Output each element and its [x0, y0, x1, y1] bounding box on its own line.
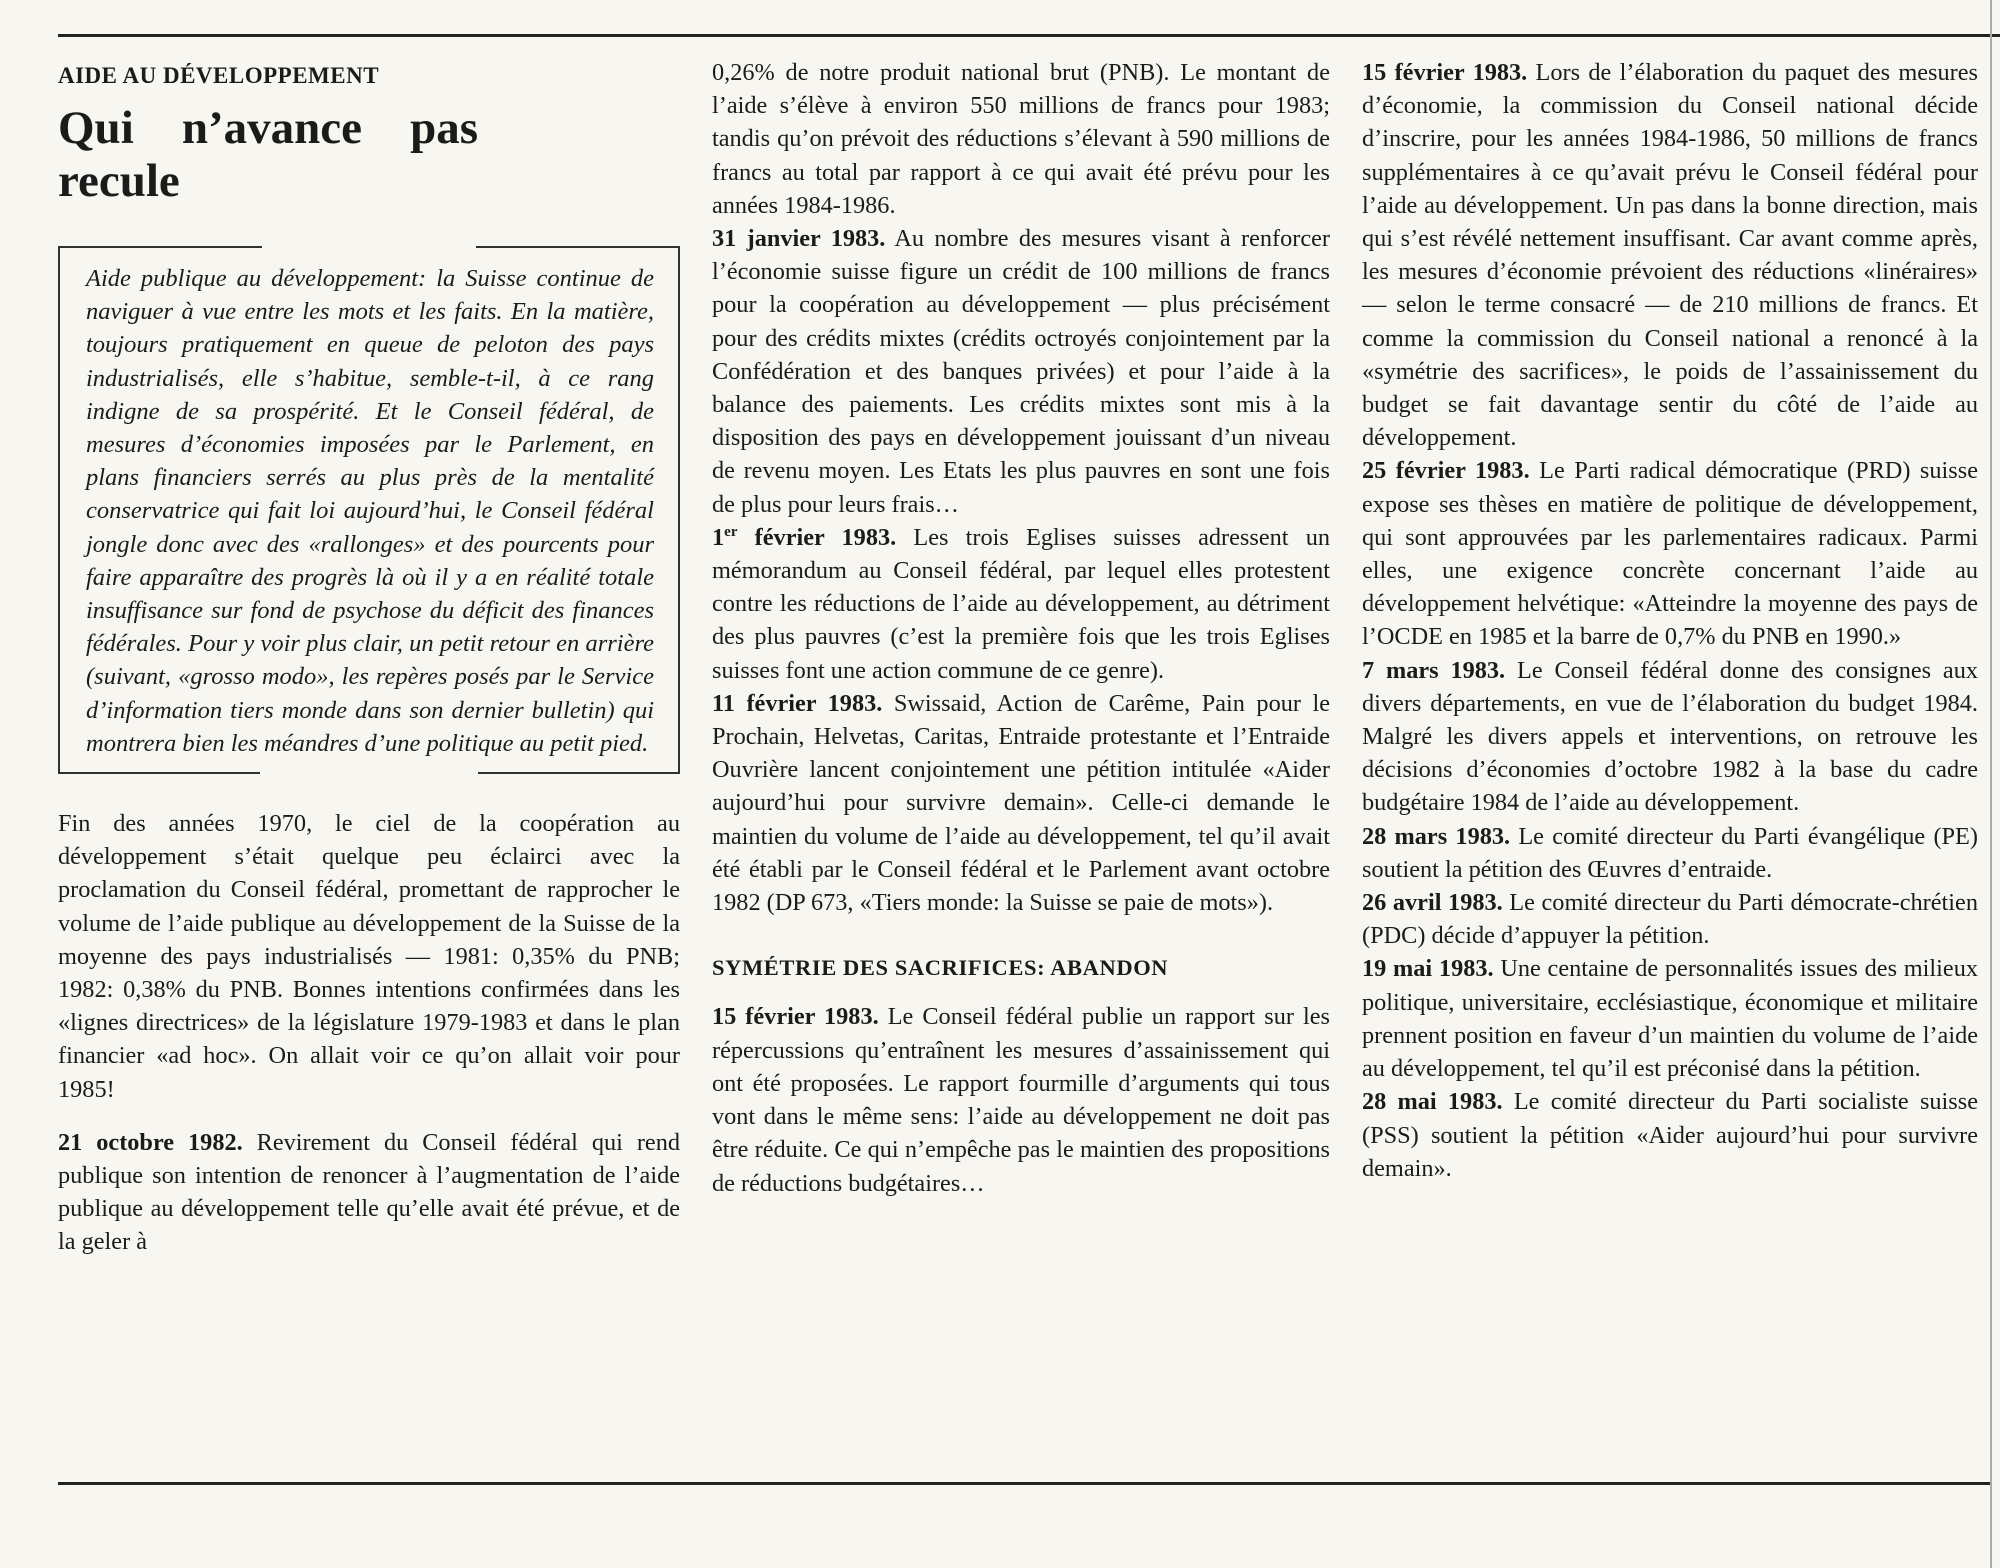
column-3: [1362, 56, 1978, 1185]
entry-28-mar-1983: [1362, 820, 1978, 886]
bottom-rule: [58, 1482, 1990, 1485]
entry-date: 15 février 1983.: [1362, 59, 1528, 86]
entry-19-may-1983: [1362, 952, 1978, 1085]
entry-text: Le comité directeur du Parti socialiste suisse (PSS) soutient la pétition «Aider aujourd’hui pour survivre demain».: [1362, 1088, 1978, 1182]
entry-15-feb-1983-a: [712, 1000, 1330, 1199]
entry-date: 31 janvier 1983.: [712, 225, 886, 253]
section-subhead: SYMÉTRIE DES SACRIFICES: ABANDON: [712, 955, 1169, 981]
entry-21-oct-1982-continued: 0,26% de notre produit national brut (PNB). Le montant de l’aide s’élève à environ 550 millions de francs pour 1983; tandis qu’on prévoit des réductions s’élevant à 590 millions de francs au total par rapport à ce qui avait été prévu pour les années 1984-1986.: [712, 59, 1330, 219]
article-title: Qui n’avance pas recule: [58, 102, 478, 207]
entry-date: 28 mars 1983.: [1362, 822, 1511, 850]
entry-text: Le Conseil fédéral donne des consignes aux divers départements, en vue de l’élaboration du budget 1984. Malgré les divers appels et interventions, on retrouve les décisions d’économies d’octobre 1982 à la base du cadre budgétaire 1984 de l’aide au développement.: [1362, 656, 1979, 817]
entry-date: 28 mai 1983.: [1362, 1088, 1503, 1116]
column-1: [58, 56, 680, 1259]
lead-box-top-right-rule: [476, 246, 680, 248]
entry-date-suffix: er: [724, 523, 738, 540]
entry-date: 7 mars 1983.: [1362, 656, 1506, 684]
entry-date: 25 février 1983.: [1362, 457, 1530, 485]
entry-11-feb-1983: [712, 687, 1330, 919]
top-rule: [58, 34, 2000, 37]
entry-date-rest: février 1983.: [737, 523, 897, 551]
entry-1-feb-1983: [712, 521, 1330, 687]
entry-25-feb-1983: [1362, 454, 1978, 653]
entry-date: 19 mai 1983.: [1362, 955, 1494, 983]
entry-text: Au nombre des mesures visant à renforcer l’économie suisse figure un crédit de 100 millions de francs pour la coopération au développement — plus précisément pour des crédits mixtes (crédits octroyés conjointement par la Confédération et des banques privées) et pour l’aide à la balance des paiements. Les crédits mixtes sont mis à la disposition des pays en développement jouissant d’un niveau de revenu moyen. Les Etats les plus pauvres en sont une fois de plus pour leurs frais…: [712, 225, 1330, 518]
entry-21-oct-1982: [58, 1126, 680, 1259]
column-2: [712, 56, 1330, 1200]
article-kicker: AIDE AU DÉVELOPPEMENT: [58, 63, 380, 88]
entry-date: [712, 524, 896, 551]
lead-box-bottom-gap: [260, 771, 478, 774]
entry-text: Les trois Eglises suisses adressent un mémorandum au Conseil fédéral, par lequel elles protestent contre les réductions de l’aide au développement, au détriment des plus pauvres (c’est la première fois que les trois Eglises suisses font une action commune de ce genre).: [712, 523, 1330, 684]
lead-box: [58, 248, 680, 774]
entry-text: Lors de l’élaboration du paquet des mesures d’économie, la commission du Conseil national décide d’inscrire, pour les années 1984-1986, 50 millions de francs supplémentaires à ce qu’avait prévu le Conseil fédéral pour l’aide au développement. Un pas dans la bonne direction, mais qui s’est révélé nettement insuffisant. Car avant comme après, les mesures d’économie prévoient des réductions «linéraires» — selon le terme consacré — de 210 millions de francs. Et comme la commission du Conseil national a renoncé à la «symétrie des sacrifices», le poids de l’assainissement du budget se fait davantage sentir du côté de l’aide au développement.: [1362, 59, 1978, 452]
entry-text: Le Conseil fédéral publie un rapport sur les répercussions qu’entraînent les mesures d’assainissement qui ont été proposées. Le rapport fourmille d’arguments qui tous vont dans le même sens: l’aide au développement ne doit pas être réduite. Ce qui n’empêche pas le maintien des propositions de réductions budgétaires…: [712, 1003, 1330, 1197]
entry-date: 15 février 1983.: [712, 1003, 879, 1031]
entry-7-mar-1983: [1362, 654, 1978, 820]
entry-text: Revirement du Conseil fédéral qui rend publique son intention de renoncer à l’augmentation de l’aide publique au développement telle qu’elle avait été prévue, et de la geler à: [58, 1128, 680, 1256]
entry-date: 21 octobre 1982.: [58, 1128, 243, 1156]
page-edge: [1990, 0, 1992, 1568]
entry-text: Une centaine de personnalités issues des milieux politique, universitaire, ecclésiastique, économique et militaire prennent position en faveur d’un maintien du volume de l’aide au développement, tel qu’il est préconisé dans la pétition.: [1362, 955, 1978, 1083]
entry-28-may-1983: [1362, 1085, 1978, 1185]
intro-paragraph: Fin des années 1970, le ciel de la coopération au développement s’était quelque peu éclairci avec la proclamation du Conseil fédéral, promettant de rapprocher le volume de l’aide publique au développement de la Suisse de la moyenne des pays industrialisés — 1981: 0,35% du PNB; 1982: 0,38% du PNB. Bonnes intentions confirmées dans les «lignes directrices» de la législature 1979-1983 et dans le plan financier «ad hoc». On allait voir ce qu’on allait voir pour 1985!: [58, 810, 680, 1103]
entry-26-apr-1983: [1362, 886, 1978, 952]
entry-date: 11 février 1983.: [712, 689, 883, 717]
entry-text: Le Parti radical démocratique (PRD) suisse expose ses thèses en matière de politique de développement, qui sont approuvées par les parlementaires radicaux. Parmi elles, une exigence concrète concernant l’aide au développement helvétique: «Atteindre la moyenne des pays de l’OCDE en 1985 et la barre de 0,7% du PNB en 1990.»: [1362, 457, 1978, 651]
entry-text: Le comité directeur du Parti évangélique (PE) soutient la pétition des Œuvres d’entraide.: [1362, 822, 1978, 883]
entry-date-day: 1: [712, 523, 725, 551]
entry-text: Le comité directeur du Parti démocrate-chrétien (PDC) décide d’appuyer la pétition.: [1362, 889, 1978, 950]
entry-date: 26 avril 1983.: [1362, 889, 1503, 917]
entry-31-jan-1983: [712, 222, 1330, 521]
entry-15-feb-1983-b: [1362, 56, 1978, 454]
entry-text: Swissaid, Action de Carême, Pain pour le Prochain, Helvetas, Caritas, Entraide protestante et l’Entraide Ouvrière lancent conjointement une pétition intitulée «Aider aujourd’hui pour survivre demain». Celle-ci demande le maintien du volume de l’aide au développement, tel qu’il avait été établi par le Conseil fédéral et le Parlement avant octobre 1982 (DP 673, «Tiers monde: la Suisse se paie de mots»).: [712, 689, 1331, 917]
lead-text: Aide publique au développement: la Suisse continue de naviguer à vue entre les mots et les faits. En la matière, toujours pratiquement en queue de peloton des pays industrialisés, elle s’habitue, semble-t-il, à ce rang indigne de sa prospérité. Et le Conseil fédéral, de mesures d’économies imposées par le Parlement, en plans financiers serrés au plus près de la mentalité conservatrice qui fait loi aujourd’hui, le Conseil fédéral jongle donc avec des «rallonges» et des pourcents pour faire apparaître des progrès là où il y a en réalité totale insuffisance sur fond de psychose du déficit des finances fédérales. Pour y voir plus clair, un petit retour en arrière (suivant, «grosso modo», les repères posés par le Service d’information tiers monde dans son dernier bulletin) qui montrera bien les méandres d’une politique au petit pied.: [86, 265, 654, 757]
lead-box-top-left-rule: [58, 246, 262, 248]
